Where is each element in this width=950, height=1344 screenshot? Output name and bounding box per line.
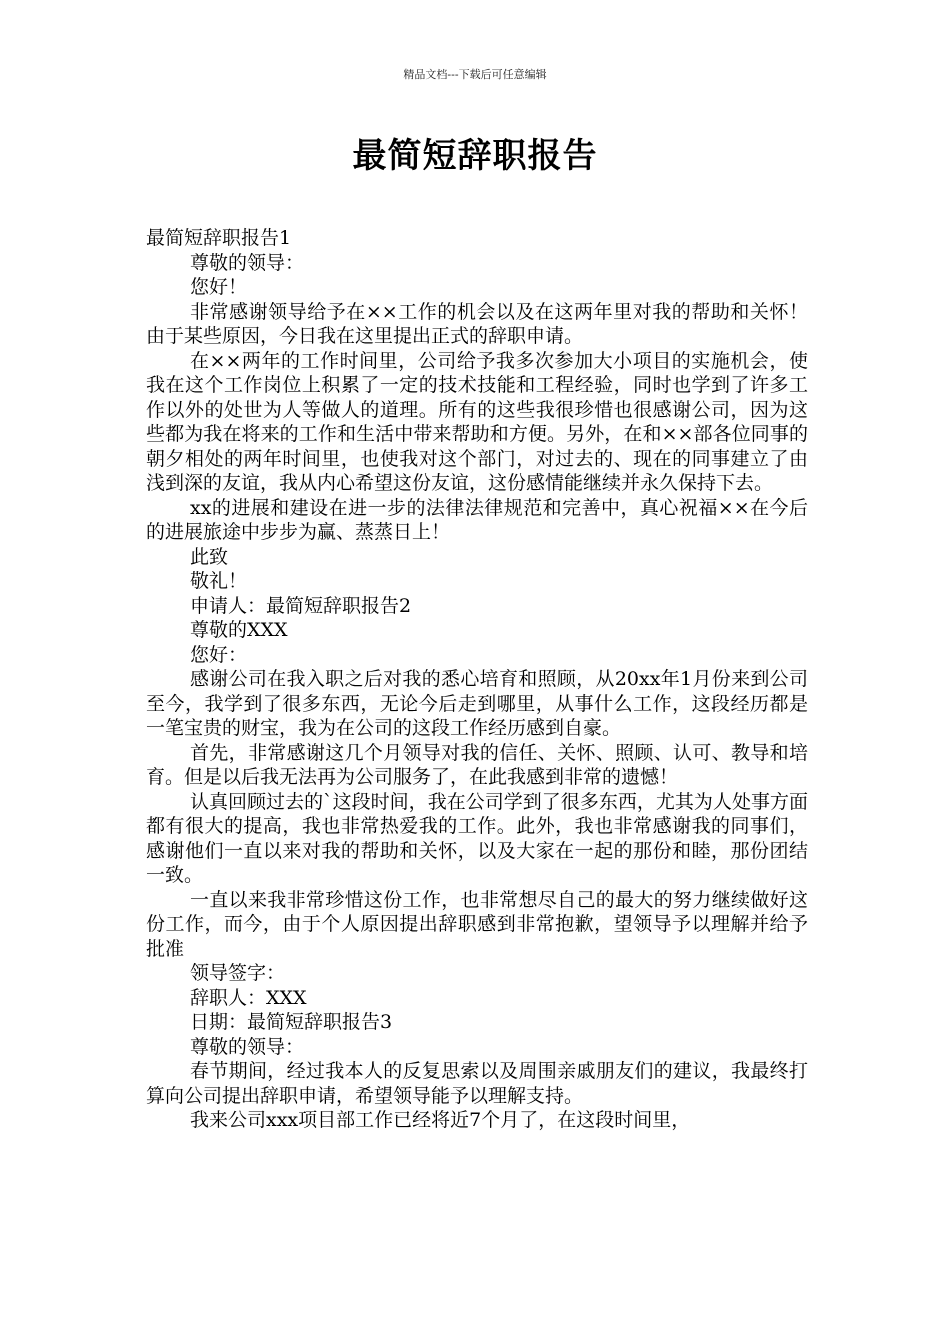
paragraph: 首先，非常感谢这几个月领导对我的信任、关怀、照顾、认可、教导和培育。但是以后我无法再为公司服务了，在此我感到非常的遗憾！ — [146, 741, 808, 788]
paragraph: 领导签字： — [190, 962, 286, 984]
header-note: 精品文档---下载后可任意编辑 — [403, 68, 547, 81]
paragraph: 一直以来我非常珍惜这份工作，也非常想尽自己的最大的努力继续做好这份工作，而今，由于个人原因提出辞职感到非常抱歉，望领导予以理解并给予批准 — [146, 888, 808, 960]
document-body — [146, 226, 808, 1133]
paragraph: 辞职人：XXX — [190, 986, 307, 1009]
paragraph: 感谢公司在我入职之后对我的悉心培育和照顾，从20xx年1月份来到公司至今，我学到了很多东西，无论今后走到哪里，从事什么工作，这段经历都是一笔宝贵的财宝，我为在公司的这段工作经历感到自豪。 — [146, 668, 808, 739]
paragraph: 非常感谢领导给予在××工作的机会以及在这两年里对我的帮助和关怀！由于某些原因，今日我在这里提出正式的辞职申请。 — [146, 300, 808, 347]
paragraph: 在××两年的工作时间里，公司给予我多次参加大小项目的实施机会，使我在这个工作岗位上积累了一定的技术技能和工程经验，同时也学到了许多工作以外的处世为人等做人的道理。所有的这些我很珍惜也很感谢公司，因为这些都为我在将来的工作和生活中带来帮助和方便。另外，在和××部各位同事的朝夕相处的两年时间里，也使我对这个部门，对过去的、现在的同事建立了由浅到深的友谊，我从内心希望这份友谊，这份感情能继续并永久保持下去。 — [146, 349, 808, 494]
paragraph: 尊敬的领导： — [190, 1035, 305, 1058]
paragraph: 我来公司xxx项目部工作已经将近7个月了，在这段时间里， — [190, 1109, 691, 1131]
paragraph: 尊敬的XXX — [190, 619, 288, 641]
paragraph: 您好！ — [190, 276, 248, 298]
paragraph: xx的进展和建设在进一步的法律法律规范和完善中，真心祝福××在今后的进展旅途中步步为赢、蒸蒸日上！ — [146, 496, 808, 543]
paragraph: 您好： — [190, 643, 248, 666]
paragraph: 春节期间，经过我本人的反复思索以及周围亲戚朋友们的建议，我最终打算向公司提出辞职申请，希望领导能予以理解支持。 — [146, 1060, 808, 1107]
paragraph: 申请人：最简短辞职报告2 — [190, 594, 412, 617]
paragraph: 敬礼！ — [190, 570, 248, 592]
paragraph: 最简短辞职报告1 — [146, 227, 292, 249]
paragraph: 此致 — [190, 545, 229, 568]
paragraph: 日期：最简短辞职报告3 — [190, 1011, 393, 1033]
paragraph: 认真回顾过去的`这段时间，我在公司学到了很多东西，尤其为人处事方面都有很大的提高，我也非常热爱我的工作。此外，我也非常感谢我的同事们，感谢他们一直以来对我的帮助和关怀，以及大家在一起的那份和睦，那份团结一致。 — [146, 790, 808, 886]
paragraph: 尊敬的领导： — [190, 251, 305, 274]
document-title: 最简短辞职报告 — [352, 136, 598, 176]
